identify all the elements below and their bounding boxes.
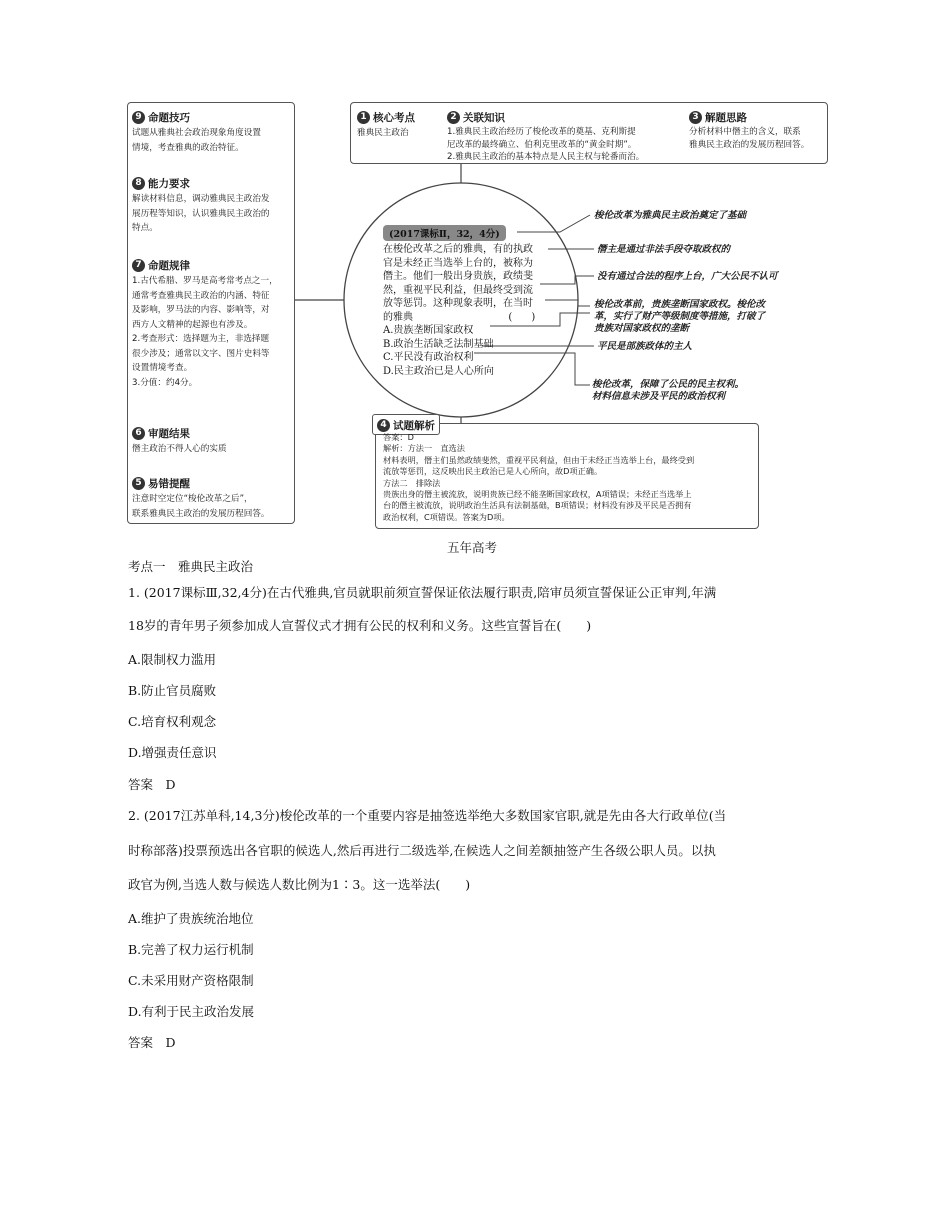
section-line: 1.古代希腊、罗马是高考常考点之一，	[132, 276, 278, 286]
analysis-line: 解析：方法一 直选法	[383, 443, 465, 454]
circle-line: 官是未经正当选举上台的，被称为	[383, 257, 533, 269]
section-line: 设置情境考查。	[132, 363, 193, 373]
section-line: 通常考查雅典民主政治的内涵、特征	[132, 290, 270, 301]
section-line: 尼改革的最终确立、伯利克里改革的“黄金时期”。	[447, 139, 637, 150]
analysis-line: 台的僭主被流放，说明政治生活具有法制基础，B项错误；材料没有涉及平民是否拥有	[383, 500, 692, 511]
circle-question	[383, 222, 583, 378]
question-1-option-c: C.培育权利观念	[128, 714, 217, 729]
circle-line: 然，重视平民利益，但最终受到流	[383, 284, 533, 296]
section-line: 雅典民主政治	[357, 128, 409, 138]
handwritten-note: 材料信息未涉及平民的政治权利	[592, 391, 726, 402]
section-line: 注意时空定位“梭伦改革之后”，	[132, 494, 253, 504]
circle-option-c: C.平民没有政治权利	[383, 352, 474, 363]
section-title-3: 解题思路	[705, 112, 747, 124]
badge-2: 2	[447, 111, 460, 124]
section-3	[689, 107, 809, 151]
section-line: 分析材料中僭主的含义，联系	[689, 127, 801, 137]
analysis-line: 政治权利，C项错误。答案为D项。	[383, 511, 510, 522]
handwritten-note: 梭伦改革前，贵族垄断国家政权。梭伦改	[594, 299, 766, 310]
handwritten-note: 没有通过合法的程序上台，广大公民不认可	[597, 271, 778, 282]
circle-line: 的雅典 ( )	[383, 311, 536, 323]
handwritten-note: 平民是部族政体的主人	[597, 341, 693, 352]
badge-5: 5	[132, 477, 145, 490]
analysis-line: 方法二 排除法	[383, 477, 441, 488]
section-5	[132, 473, 292, 521]
question-2-option-a: A.维护了贵族统治地位	[128, 911, 254, 926]
topic-heading: 考点一 雅典民主政治	[128, 559, 254, 574]
section-line: 2.考查形式：选择题为主，非选择题	[132, 334, 270, 344]
left-panel	[127, 102, 295, 524]
top-panel	[350, 102, 828, 164]
section-title-4: 试题解析	[393, 420, 435, 432]
question-1-option-a: A.限制权力滥用	[128, 652, 217, 667]
section-line: 1.雅典民主政治经历了梭伦改革的奠基、克利斯提	[447, 127, 636, 137]
section-line: 特点。	[132, 223, 158, 233]
analysis-line: 材料表明，僭主们虽然政绩斐然，重视平民利益，但由于未经正当选举上台，最终受到	[383, 454, 695, 465]
badge-7: 7	[132, 259, 145, 272]
section-1	[357, 107, 415, 141]
analysis-line: 答案：D	[383, 432, 414, 442]
analysis-panel	[375, 420, 759, 529]
section-9	[132, 107, 292, 155]
question-2-answer: 答案 D	[128, 1035, 176, 1050]
section-title-1: 核心考点	[373, 112, 415, 124]
section-line: 3.分值：约4分。	[132, 377, 198, 388]
badge-9: 9	[132, 111, 145, 124]
circle-line: 放等惩罚。这种现象表明，在当时	[383, 298, 533, 309]
circle-option-b: B.政治生活缺乏法制基础	[383, 338, 494, 350]
section-title-7: 命题规律	[148, 260, 190, 272]
section-line: 西方人文精神的起源也有涉及。	[132, 319, 253, 330]
question-2-stem: 2. (2017江苏单科,14,3分)梭伦改革的一个重要内容是抽签选举绝大多数国家官职,就是先由各大行政单位(当	[128, 808, 727, 823]
question-1-stem: 1. (2017课标Ⅲ,32,4分)在古代雅典,官员就职前须宣誓保证依法履行职责,陪审员须宣誓保证公正审判,年满	[128, 585, 717, 600]
section-line: 试题从雅典社会政治现象角度设置	[132, 128, 261, 138]
question-2-option-c: C.未采用财产资格限制	[128, 973, 254, 988]
section-line: 解读材料信息，调动雅典民主政治发	[132, 194, 270, 204]
analysis-line: 贵族出身的僭主被流放，说明贵族已经不能垄断国家政权，A项错误；未经正当选举上	[383, 489, 692, 500]
section-7	[132, 255, 292, 390]
section-line: 及影响，罗马法的内容、影响等，对	[132, 305, 270, 315]
question-2-option-d: D.有利于民主政治发展	[128, 1004, 255, 1019]
badge-3: 3	[689, 111, 702, 124]
section-line: 雅典民主政治的发展历程回答。	[689, 139, 810, 150]
question-2-stem: 时称部落)投票预选出各官职的候选人,然后再进行二级选举,在候选人之间差额抽签产生各级公职人员。以执	[128, 843, 716, 858]
section-title-9: 命题技巧	[148, 112, 190, 124]
circle-line: 在梭伦改革之后的雅典，有的执政	[383, 244, 533, 255]
analysis-line: 流放等惩罚，这反映出民主政治已是人心所向，故D项正确。	[383, 466, 603, 477]
badge-1: 1	[357, 111, 370, 124]
section-line: 展历程等知识，认识雅典民主政治的	[132, 208, 270, 219]
question-2-stem: 政官为例,当选人数与候选人数比例为1∶3。这一选举法( )	[128, 877, 471, 892]
section-title-8: 能力要求	[148, 178, 190, 190]
handwritten-note: 革，实行了财产等级制度等措施，打破了	[594, 311, 766, 322]
section-2	[447, 107, 644, 164]
section-title-2: 关联知识	[463, 112, 505, 124]
handwritten-note: 贵族对国家政权的垄断	[594, 323, 690, 334]
handwritten-note: 梭伦改革为雅典民主政治奠定了基础	[594, 210, 747, 221]
question-2-option-b: B.完善了权力运行机制	[128, 942, 254, 957]
section-line: 僭主政治不得人心的实质	[132, 444, 227, 454]
section-title-5: 易错提醒	[148, 478, 190, 490]
handwritten-note: 梭伦改革，保障了公民的民主权利。	[592, 379, 745, 390]
section-line: 联系雅典民主政治的发展历程回答。	[132, 508, 270, 519]
section-8	[132, 173, 292, 236]
question-1-option-b: B.防止官员腐败	[128, 683, 217, 698]
handwritten-note: 僭主是通过非法手段夺取政权的	[597, 244, 731, 255]
section-6	[132, 423, 292, 457]
circle-option-d: D.民主政治已是人心所向	[383, 365, 494, 377]
section-line: 情境，考查雅典的政治特征。	[132, 142, 244, 153]
question-1-answer: 答案 D	[128, 777, 176, 792]
question-1-option-d: D.增强责任意识	[128, 745, 217, 760]
badge-8: 8	[132, 177, 145, 190]
section-title: 五年高考	[447, 540, 498, 555]
section-line: 2.雅典民主政治的基本特点是人民主权与轮番而治。	[447, 152, 645, 162]
circle-line: 僭主。他们一般出身贵族，政绩斐	[383, 271, 533, 282]
badge-6: 6	[132, 427, 145, 440]
section-title-6: 审题结果	[148, 428, 190, 440]
circle-option-a: A.贵族垄断国家政权	[383, 325, 474, 336]
question-source-label: (2017课标Ⅱ，32，4分)	[383, 225, 506, 241]
badge-4: 4	[377, 419, 390, 432]
question-1-stem: 18岁的青年男子须参加成人宣誓仪式才拥有公民的权利和义务。这些宣誓旨在( )	[128, 618, 592, 633]
section-line: 很少涉及；通常以文字、图片史料等	[132, 348, 270, 359]
